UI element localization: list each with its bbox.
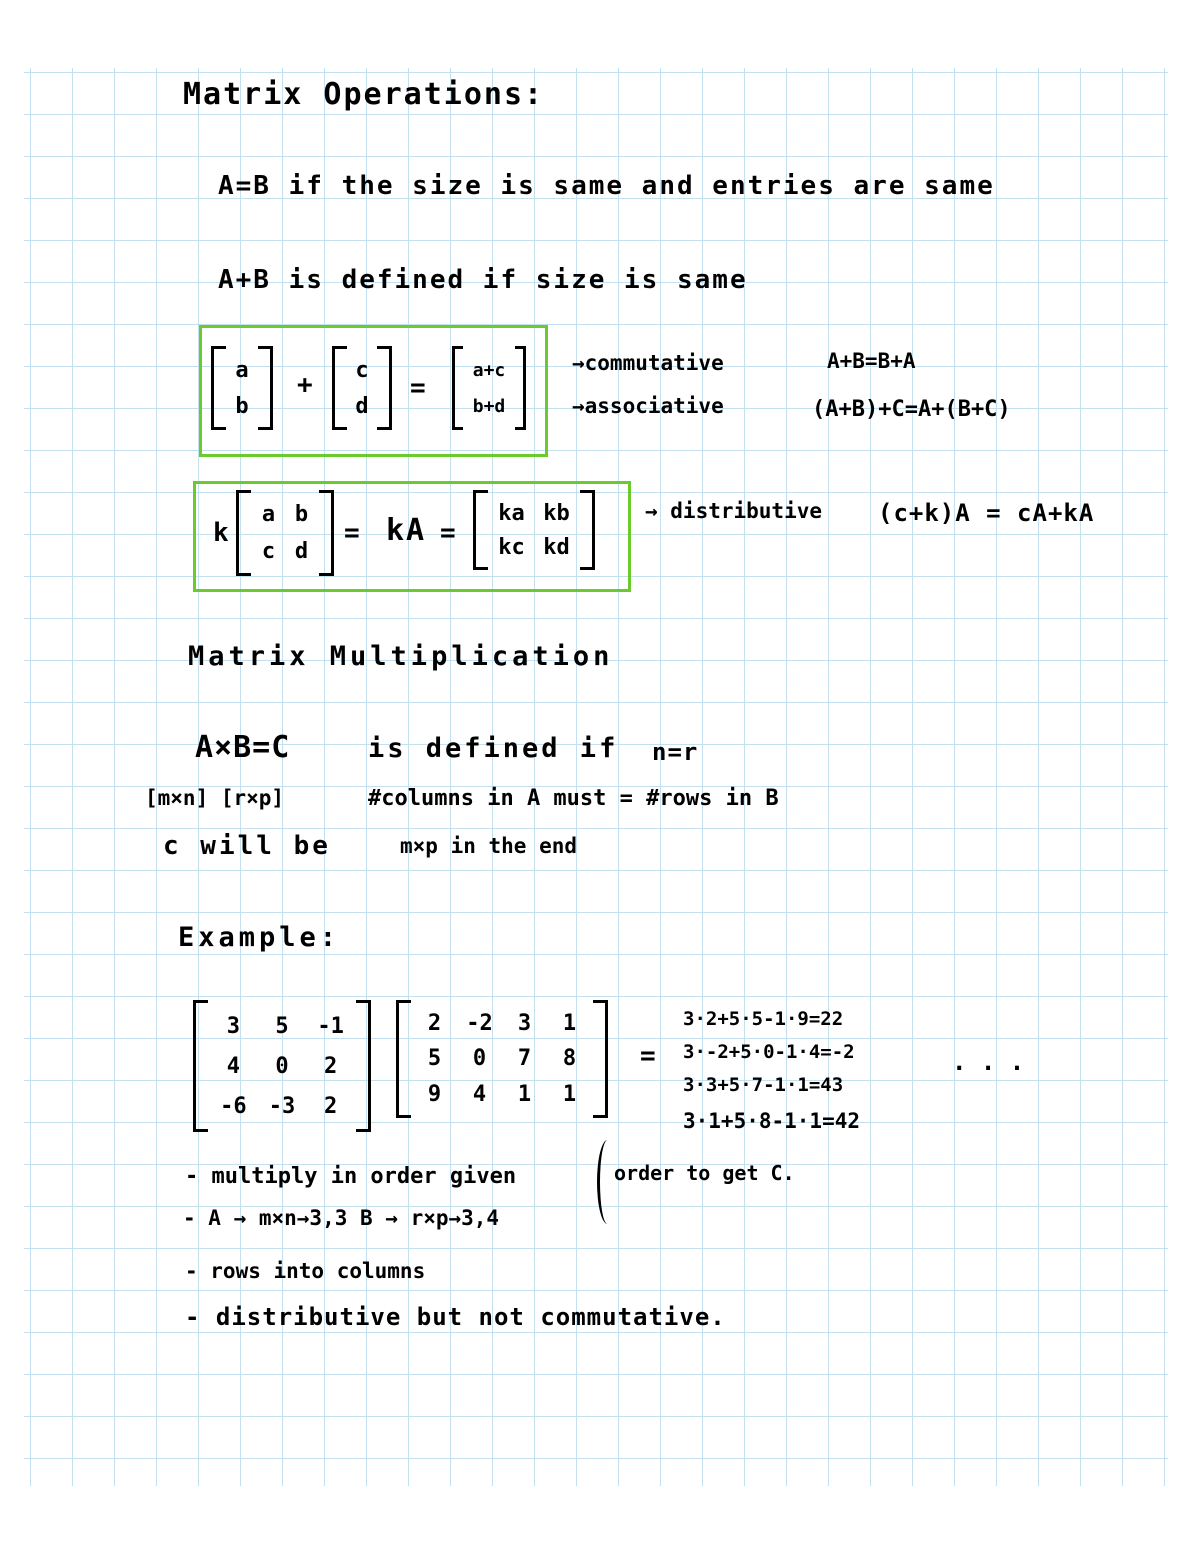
result-size-text: c will be [163,831,331,861]
matrix-entry: kd [543,534,570,560]
matrix-entry: 9 [427,1081,442,1107]
matrix-entry: b+d [472,395,506,417]
commutative-label: →commutative [572,351,724,375]
matrix-entry: -2 [466,1011,493,1037]
addition-matrix-2 [332,346,392,430]
note-order-to-get-c: order to get C. [614,1161,795,1185]
plus-sign: + [297,370,313,400]
page-margin-right [1168,0,1200,1553]
matrix-entry: 5 [427,1046,442,1072]
matrix-entry: 1 [517,1081,532,1107]
matrix-entry: 3 [517,1011,532,1037]
matrix-entry: 1 [562,1081,577,1107]
mult-dimensions: [m×n] [r×p] [145,786,285,810]
columns-rows-rule: #columns in A must = #rows in B [368,786,779,811]
mult-condition: n=r [652,738,699,766]
commutative-formula: A+B=B+A [827,349,916,373]
scalar-result-matrix [473,490,595,570]
matrix-entry: -1 [317,1013,344,1039]
matrix-entry: c [261,539,276,564]
distributive-label: → distributive [645,499,823,523]
addition-matrix-1 [211,346,273,430]
matrix-entry: 8 [562,1046,577,1072]
example-matrix-B [396,1000,608,1118]
page-margin-top [0,0,1200,68]
matrix-entry: 2 [427,1011,442,1037]
scalar-kA: kA [386,513,427,548]
calc-line-4: 3·1+5·8-1·1=42 [683,1109,861,1133]
note-distributive: - distributive but not commutative. [185,1303,726,1331]
heading-example: Example: [178,922,341,953]
equality-rule: A=B if the size is same and entries are same [218,171,995,201]
heading-matrix-multiplication: Matrix Multiplication [188,641,614,672]
matrix-entry: b [294,502,309,527]
equals-sign: = [410,373,426,403]
matrix-entry: 4 [226,1053,240,1079]
heading-matrix-operations: Matrix Operations: [183,77,545,112]
matrix-entry: a [261,502,276,527]
note-rows-into-columns: - rows into columns [185,1259,426,1283]
matrix-entry: a [235,357,249,383]
calc-line-3: 3·3+5·7-1·1=43 [683,1074,844,1096]
mult-equation: A×B=C [195,730,291,765]
calc-line-1: 3·2+5·5-1·9=22 [683,1008,844,1030]
matrix-entry: 0 [472,1046,487,1072]
example-matrix-A [193,1000,371,1132]
scalar-matrix [236,490,334,576]
associative-formula: (A+B)+C=A+(B+C) [812,397,1011,422]
matrix-entry: d [355,393,369,419]
matrix-entry: kb [543,500,570,526]
page-margin-bottom [0,1486,1200,1553]
matrix-entry: c [355,357,369,383]
matrix-entry: 0 [275,1053,289,1079]
page-margin-left [0,0,24,1553]
matrix-entry: 2 [324,1093,338,1119]
matrix-entry: ka [498,500,525,526]
equals-sign: = [640,1041,656,1071]
mult-defined-text: is defined if [368,733,619,764]
matrix-entry: -6 [220,1093,247,1119]
calc-line-2: 3·-2+5·0-1·4=-2 [683,1041,855,1063]
note-dimensions: - A → m×n→3,3 B → r×p→3,4 [183,1206,500,1230]
note-multiply-order: - multiply in order given [185,1164,517,1189]
addition-result-matrix [452,346,526,430]
ellipsis: . . . [952,1048,1025,1076]
matrix-entry: 3 [226,1013,240,1039]
matrix-entry: 7 [517,1046,532,1072]
matrix-entry: 2 [324,1053,338,1079]
associative-label: →associative [572,394,724,418]
scalar-k: k [213,518,229,548]
result-size-dims: m×p in the end [400,834,578,858]
addition-rule: A+B is defined if size is same [218,265,748,295]
matrix-entry: 5 [275,1013,289,1039]
equals-sign: = [344,518,360,548]
matrix-entry: d [294,539,309,564]
matrix-entry: kc [498,534,525,560]
matrix-entry: 4 [472,1081,487,1107]
equals-sign: = [440,518,456,548]
matrix-entry: 1 [562,1011,577,1037]
distributive-formula: (c+k)A = cA+kA [878,499,1095,527]
matrix-entry: -3 [268,1093,296,1119]
matrix-entry: a+c [472,359,506,381]
matrix-entry: b [235,393,249,419]
